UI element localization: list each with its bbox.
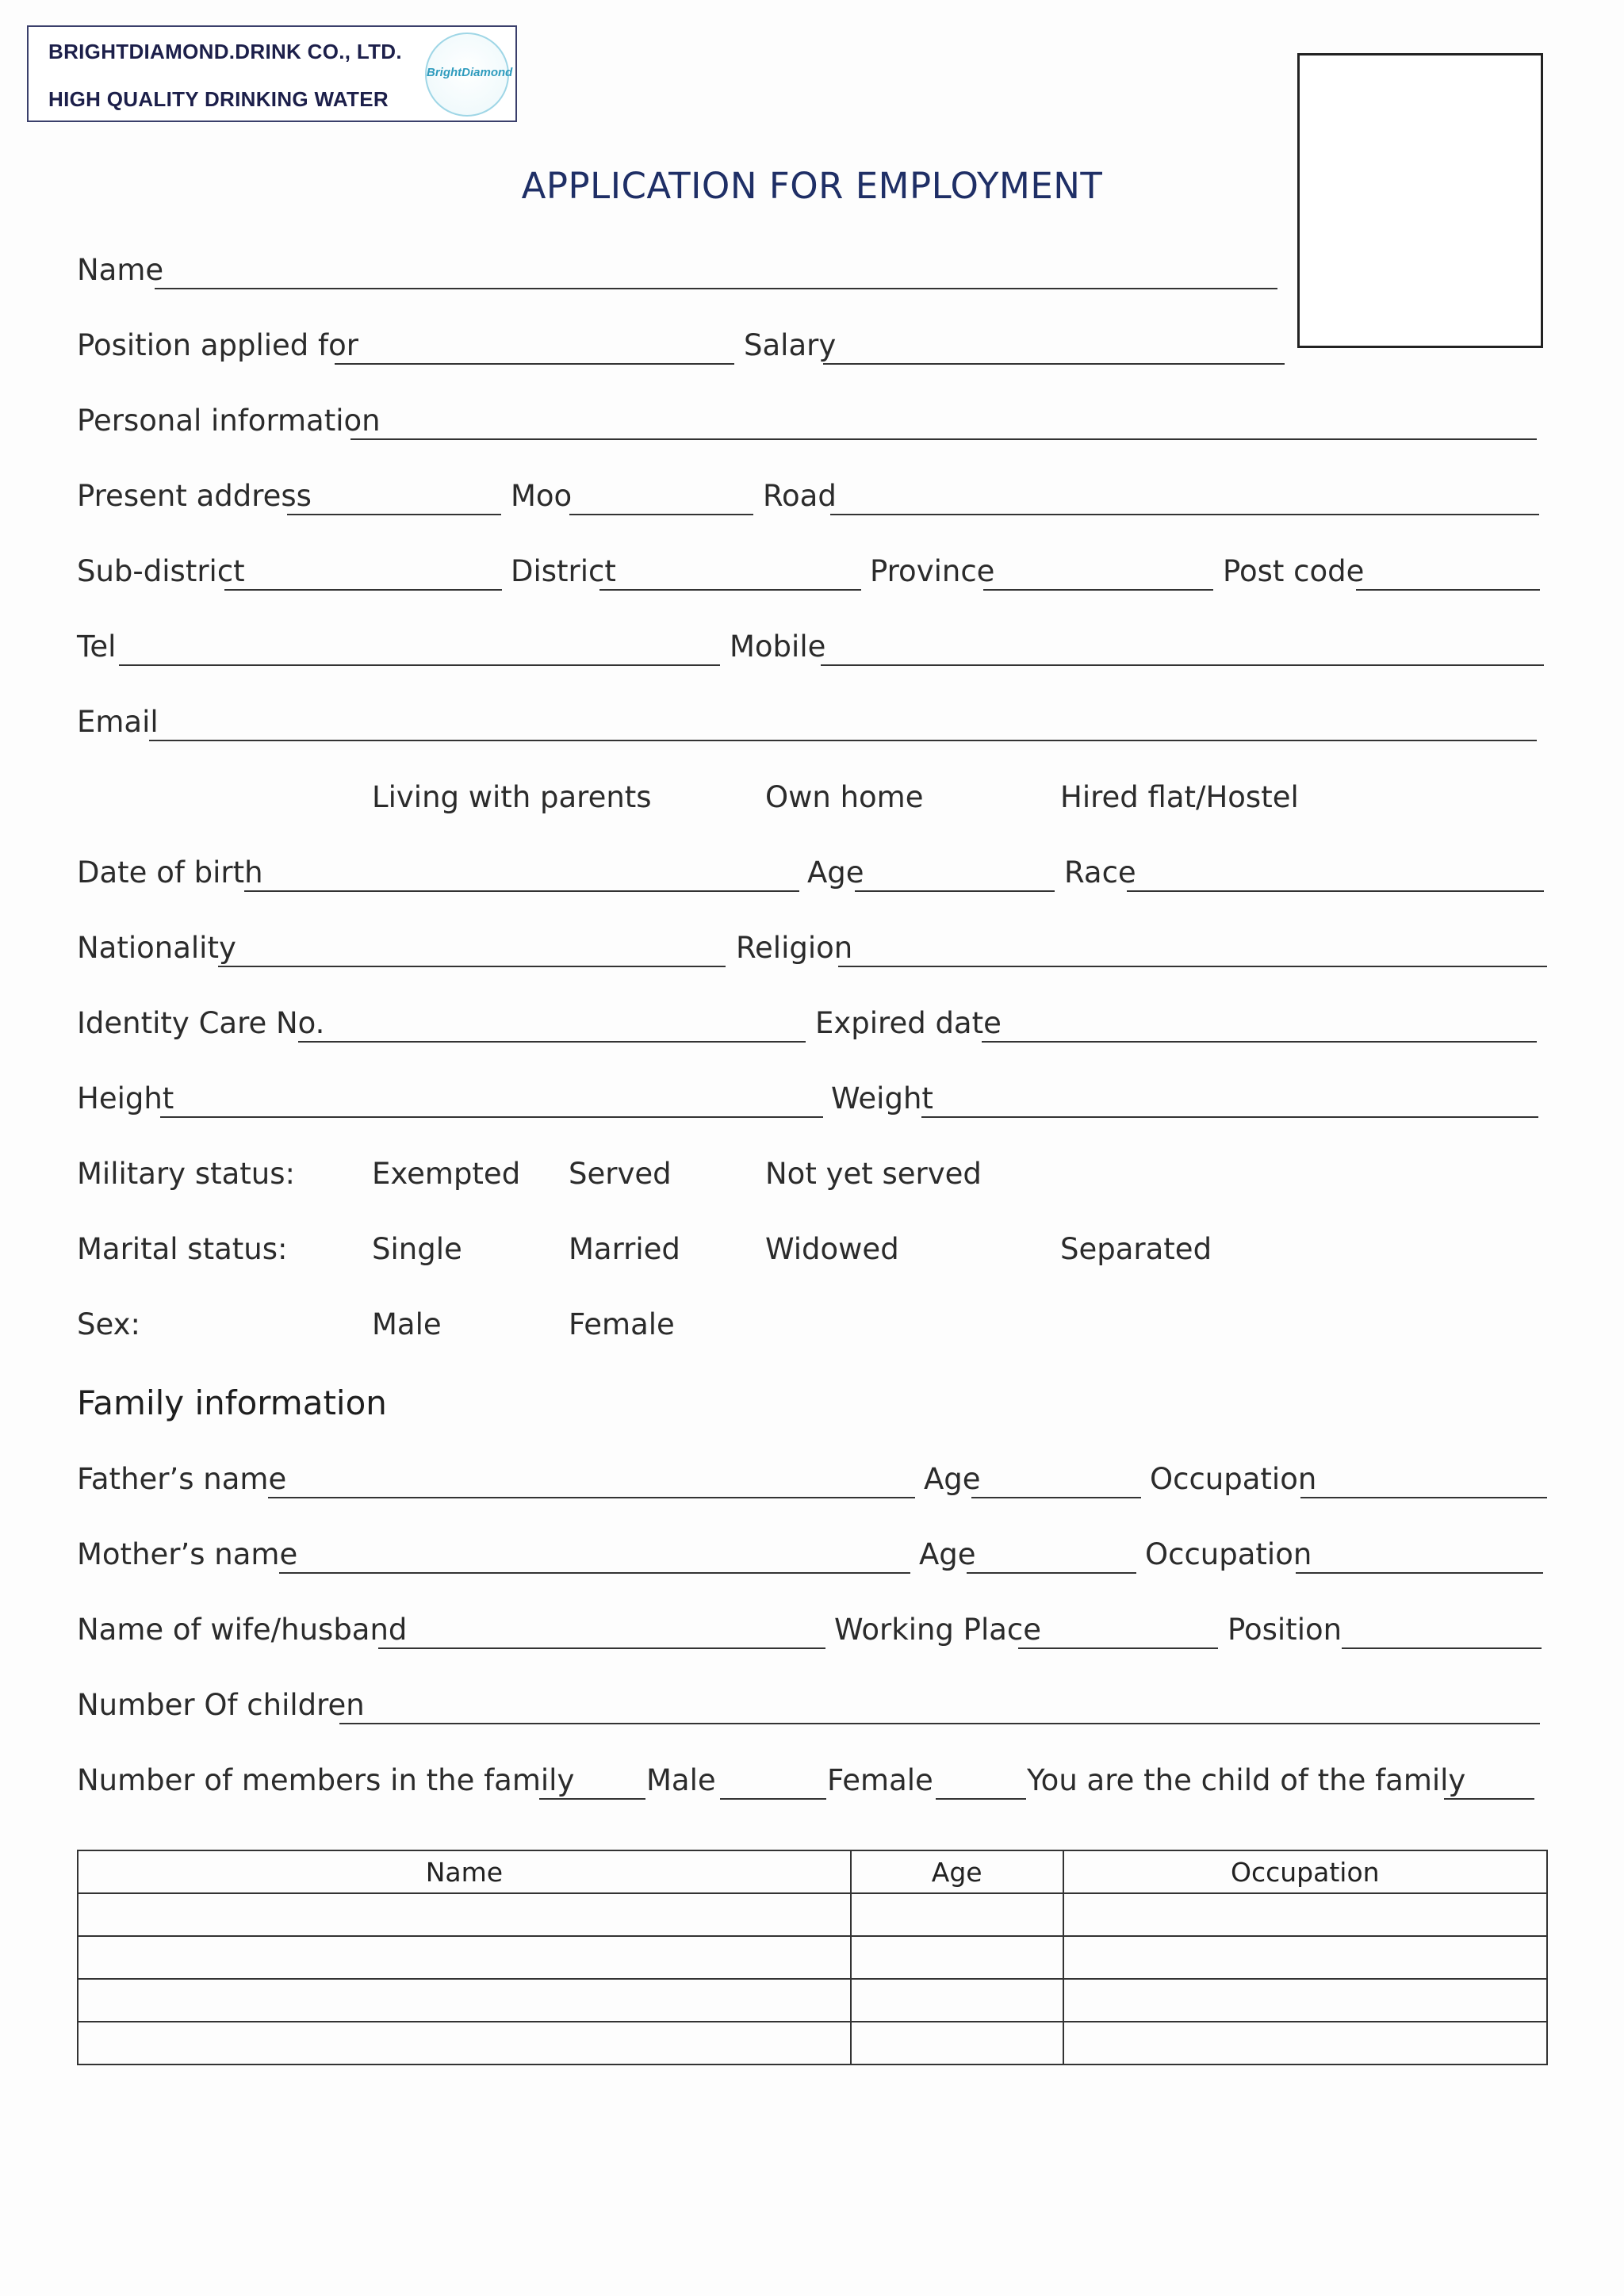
option-own-home[interactable]: Own home: [765, 780, 924, 814]
table-row: [78, 1936, 1547, 1979]
company-logo-box: [27, 25, 517, 122]
table-cell-age[interactable]: [851, 2022, 1063, 2064]
identity-no-field[interactable]: [298, 1041, 806, 1043]
table-header-occupation: Occupation: [1063, 1850, 1547, 1893]
label-expired-date: Expired date: [815, 1006, 1002, 1040]
mother-name-field[interactable]: [279, 1572, 910, 1574]
label-salary: Salary: [744, 328, 837, 362]
label-child-of-family: You are the child of the family: [1027, 1763, 1466, 1797]
family-members-field[interactable]: [539, 1798, 645, 1800]
label-family-members: Number of members in the family: [77, 1763, 575, 1797]
option-separated[interactable]: Separated: [1060, 1232, 1212, 1266]
label-members-male: Male: [646, 1763, 716, 1797]
label-number-of-children: Number Of children: [77, 1688, 365, 1722]
label-marital-status: Marital status:: [77, 1232, 288, 1266]
table-cell-name[interactable]: [78, 1936, 851, 1979]
personal-info-field[interactable]: [350, 438, 1537, 440]
label-members-female: Female: [827, 1763, 933, 1797]
members-male-field[interactable]: [720, 1798, 826, 1800]
company-name: BRIGHTDIAMOND.DRINK CO., LTD.: [48, 40, 402, 63]
table-cell-age[interactable]: [851, 1979, 1063, 2022]
email-field[interactable]: [149, 740, 1537, 741]
expired-date-field[interactable]: [982, 1041, 1537, 1043]
province-field[interactable]: [983, 589, 1213, 591]
label-identity-no: Identity Care No.: [77, 1006, 325, 1040]
label-road: Road: [763, 479, 837, 513]
label-nationality: Nationality: [77, 931, 236, 965]
option-female[interactable]: Female: [569, 1307, 675, 1341]
label-province: Province: [870, 554, 995, 588]
label-date-of-birth: Date of birth: [77, 855, 263, 890]
label-spouse-name: Name of wife/husband: [77, 1613, 408, 1647]
option-living-with-parents[interactable]: Living with parents: [372, 780, 652, 814]
salary-field[interactable]: [823, 363, 1285, 365]
label-district: District: [511, 554, 616, 588]
child-of-family-field[interactable]: [1444, 1798, 1534, 1800]
weight-field[interactable]: [921, 1116, 1538, 1118]
label-tel: Tel: [77, 629, 117, 664]
option-married[interactable]: Married: [569, 1232, 680, 1266]
label-race: Race: [1064, 855, 1136, 890]
height-field[interactable]: [160, 1116, 823, 1118]
religion-field[interactable]: [838, 966, 1547, 967]
label-working-place: Working Place: [834, 1613, 1042, 1647]
mother-occupation-field[interactable]: [1296, 1572, 1543, 1574]
mobile-field[interactable]: [821, 664, 1544, 666]
label-father-age: Age: [924, 1462, 981, 1496]
label-father-name: Father’s name: [77, 1462, 287, 1496]
label-sex: Sex:: [77, 1307, 140, 1341]
label-personal-info: Personal information: [77, 404, 381, 438]
table-cell-age[interactable]: [851, 1893, 1063, 1936]
label-post-code: Post code: [1223, 554, 1365, 588]
option-widowed[interactable]: Widowed: [765, 1232, 899, 1266]
table-row: [78, 1893, 1547, 1936]
label-position: Position applied for: [77, 328, 358, 362]
father-age-field[interactable]: [971, 1497, 1141, 1498]
label-sub-district: Sub-district: [77, 554, 245, 588]
label-moo: Moo: [511, 479, 573, 513]
sub-district-field[interactable]: [224, 589, 502, 591]
label-present-address: Present address: [77, 479, 312, 513]
table-cell-name[interactable]: [78, 1979, 851, 2022]
father-name-field[interactable]: [268, 1497, 915, 1498]
position-field[interactable]: [335, 363, 734, 365]
spouse-position-field[interactable]: [1342, 1647, 1542, 1649]
spouse-name-field[interactable]: [378, 1647, 825, 1649]
table-cell-name[interactable]: [78, 2022, 851, 2064]
table-header-name: Name: [78, 1850, 851, 1893]
table-cell-occupation[interactable]: [1063, 2022, 1547, 2064]
label-religion: Religion: [736, 931, 853, 965]
table-row: [78, 2022, 1547, 2064]
name-field[interactable]: [155, 288, 1277, 289]
road-field[interactable]: [830, 514, 1539, 515]
table-cell-occupation[interactable]: [1063, 1936, 1547, 1979]
table-header-age: Age: [851, 1850, 1063, 1893]
members-female-field[interactable]: [936, 1798, 1026, 1800]
page-title: APPLICATION FOR EMPLOYMENT: [521, 165, 1103, 207]
option-male[interactable]: Male: [372, 1307, 442, 1341]
brand-logo-icon: [425, 33, 513, 117]
nationality-field[interactable]: [218, 966, 726, 967]
table-header-row: [78, 1850, 1547, 1893]
label-mother-age: Age: [919, 1537, 976, 1571]
number-of-children-field[interactable]: [339, 1723, 1540, 1724]
label-email: Email: [77, 705, 159, 739]
table-row: [78, 1979, 1547, 2022]
race-field[interactable]: [1127, 890, 1544, 892]
company-tagline: HIGH QUALITY DRINKING WATER: [48, 87, 389, 111]
table-cell-occupation[interactable]: [1063, 1979, 1547, 2022]
label-spouse-position: Position: [1228, 1613, 1342, 1647]
option-not-yet-served[interactable]: Not yet served: [765, 1157, 982, 1191]
post-code-field[interactable]: [1356, 589, 1540, 591]
family-members-table: [77, 1850, 1548, 2065]
family-info-heading: Family information: [77, 1383, 387, 1422]
moo-field[interactable]: [569, 514, 753, 515]
working-place-field[interactable]: [1018, 1647, 1218, 1649]
father-occupation-field[interactable]: [1300, 1497, 1547, 1498]
label-weight: Weight: [831, 1081, 933, 1115]
district-field[interactable]: [599, 589, 861, 591]
mother-age-field[interactable]: [967, 1572, 1136, 1574]
label-age: Age: [807, 855, 864, 890]
option-hired-flat[interactable]: Hired flat/Hostel: [1060, 780, 1299, 814]
date-of-birth-field[interactable]: [244, 890, 799, 892]
age-field[interactable]: [855, 890, 1055, 892]
table-cell-occupation[interactable]: [1063, 1893, 1547, 1936]
option-served[interactable]: Served: [569, 1157, 672, 1191]
label-mother-name: Mother’s name: [77, 1537, 298, 1571]
option-single[interactable]: Single: [372, 1232, 462, 1266]
label-father-occupation: Occupation: [1150, 1462, 1317, 1496]
present-address-field[interactable]: [287, 514, 501, 515]
brand-logo-text: BrightDiamond: [427, 66, 513, 79]
label-name: Name: [77, 253, 164, 287]
label-mother-occupation: Occupation: [1145, 1537, 1312, 1571]
label-height: Height: [77, 1081, 174, 1115]
label-military-status: Military status:: [77, 1157, 295, 1191]
table-cell-name[interactable]: [78, 1893, 851, 1936]
table-cell-age[interactable]: [851, 1936, 1063, 1979]
tel-field[interactable]: [119, 664, 720, 666]
option-exempted[interactable]: Exempted: [372, 1157, 521, 1191]
label-mobile: Mobile: [730, 629, 826, 664]
